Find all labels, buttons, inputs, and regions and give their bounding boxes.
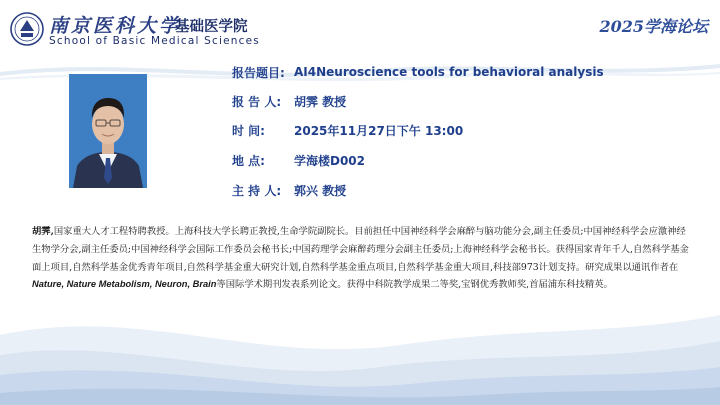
footer-wave-decoration xyxy=(0,275,720,405)
bio-text-1: 国家重大人才工程特聘教授。上海科技大学长聘正教授,生命学院副院长。目前担任中国神经科学会麻醉与脑功能分会,副主任委员;中国神经科学会应激神经生物学分会,副主任委员;中国神经科学会国际工作委员会秘书长;中国药理学会麻醉药理分会副主任委员;上海神经科学会秘书长。获得国家青年千人,自然科学基金面上项目,自然科学基金优秀青年项目,自然科学基金重大研究计划,自然科学基金重点项目,自然科学基金重大项目,科技部973计划支持。研究成果以通讯作者在 xyxy=(32,226,689,273)
speaker-bio xyxy=(32,223,694,294)
school-name-cn: 基础医学院 xyxy=(175,19,248,35)
info-location-value: 学海楼D002 xyxy=(294,153,366,168)
info-speaker-row xyxy=(232,91,346,111)
bio-text-2: 等国际学术期刊发表系列论文。获得中科院教学成果二等奖,宝钢优秀教师奖,首届浦东科技精英。 xyxy=(216,279,613,291)
university-seal-icon xyxy=(10,12,44,46)
bio-name: 胡霁, xyxy=(32,226,54,237)
info-title-row xyxy=(232,62,604,82)
info-location-row xyxy=(232,150,365,170)
info-speaker-label: 报 告 人: xyxy=(232,94,282,109)
info-host-row xyxy=(232,180,346,200)
info-title-value: AI4Neuroscience tools for behavioral analysis xyxy=(294,65,604,79)
info-location-label: 地 点: xyxy=(232,153,265,168)
info-speaker-value: 胡霁 教授 xyxy=(294,94,347,109)
info-title-label: 报告题目: xyxy=(232,65,285,80)
info-host-value: 郭兴 教授 xyxy=(294,183,347,198)
info-time-value: 2025年11月27日下午 13:00 xyxy=(294,123,464,138)
info-time-row xyxy=(232,120,463,140)
info-time-label: 时 间: xyxy=(232,123,265,138)
info-host-label: 主 持 人: xyxy=(232,183,282,198)
event-title: 2025学海论坛 xyxy=(599,17,708,36)
speaker-photo xyxy=(69,74,147,188)
university-name: 南京医科大学 xyxy=(49,15,182,37)
bio-journals: Nature, Nature Metabolism, Neuron, Brain xyxy=(32,279,217,290)
school-name-en: School of Basic Medical Sciences xyxy=(49,35,260,47)
